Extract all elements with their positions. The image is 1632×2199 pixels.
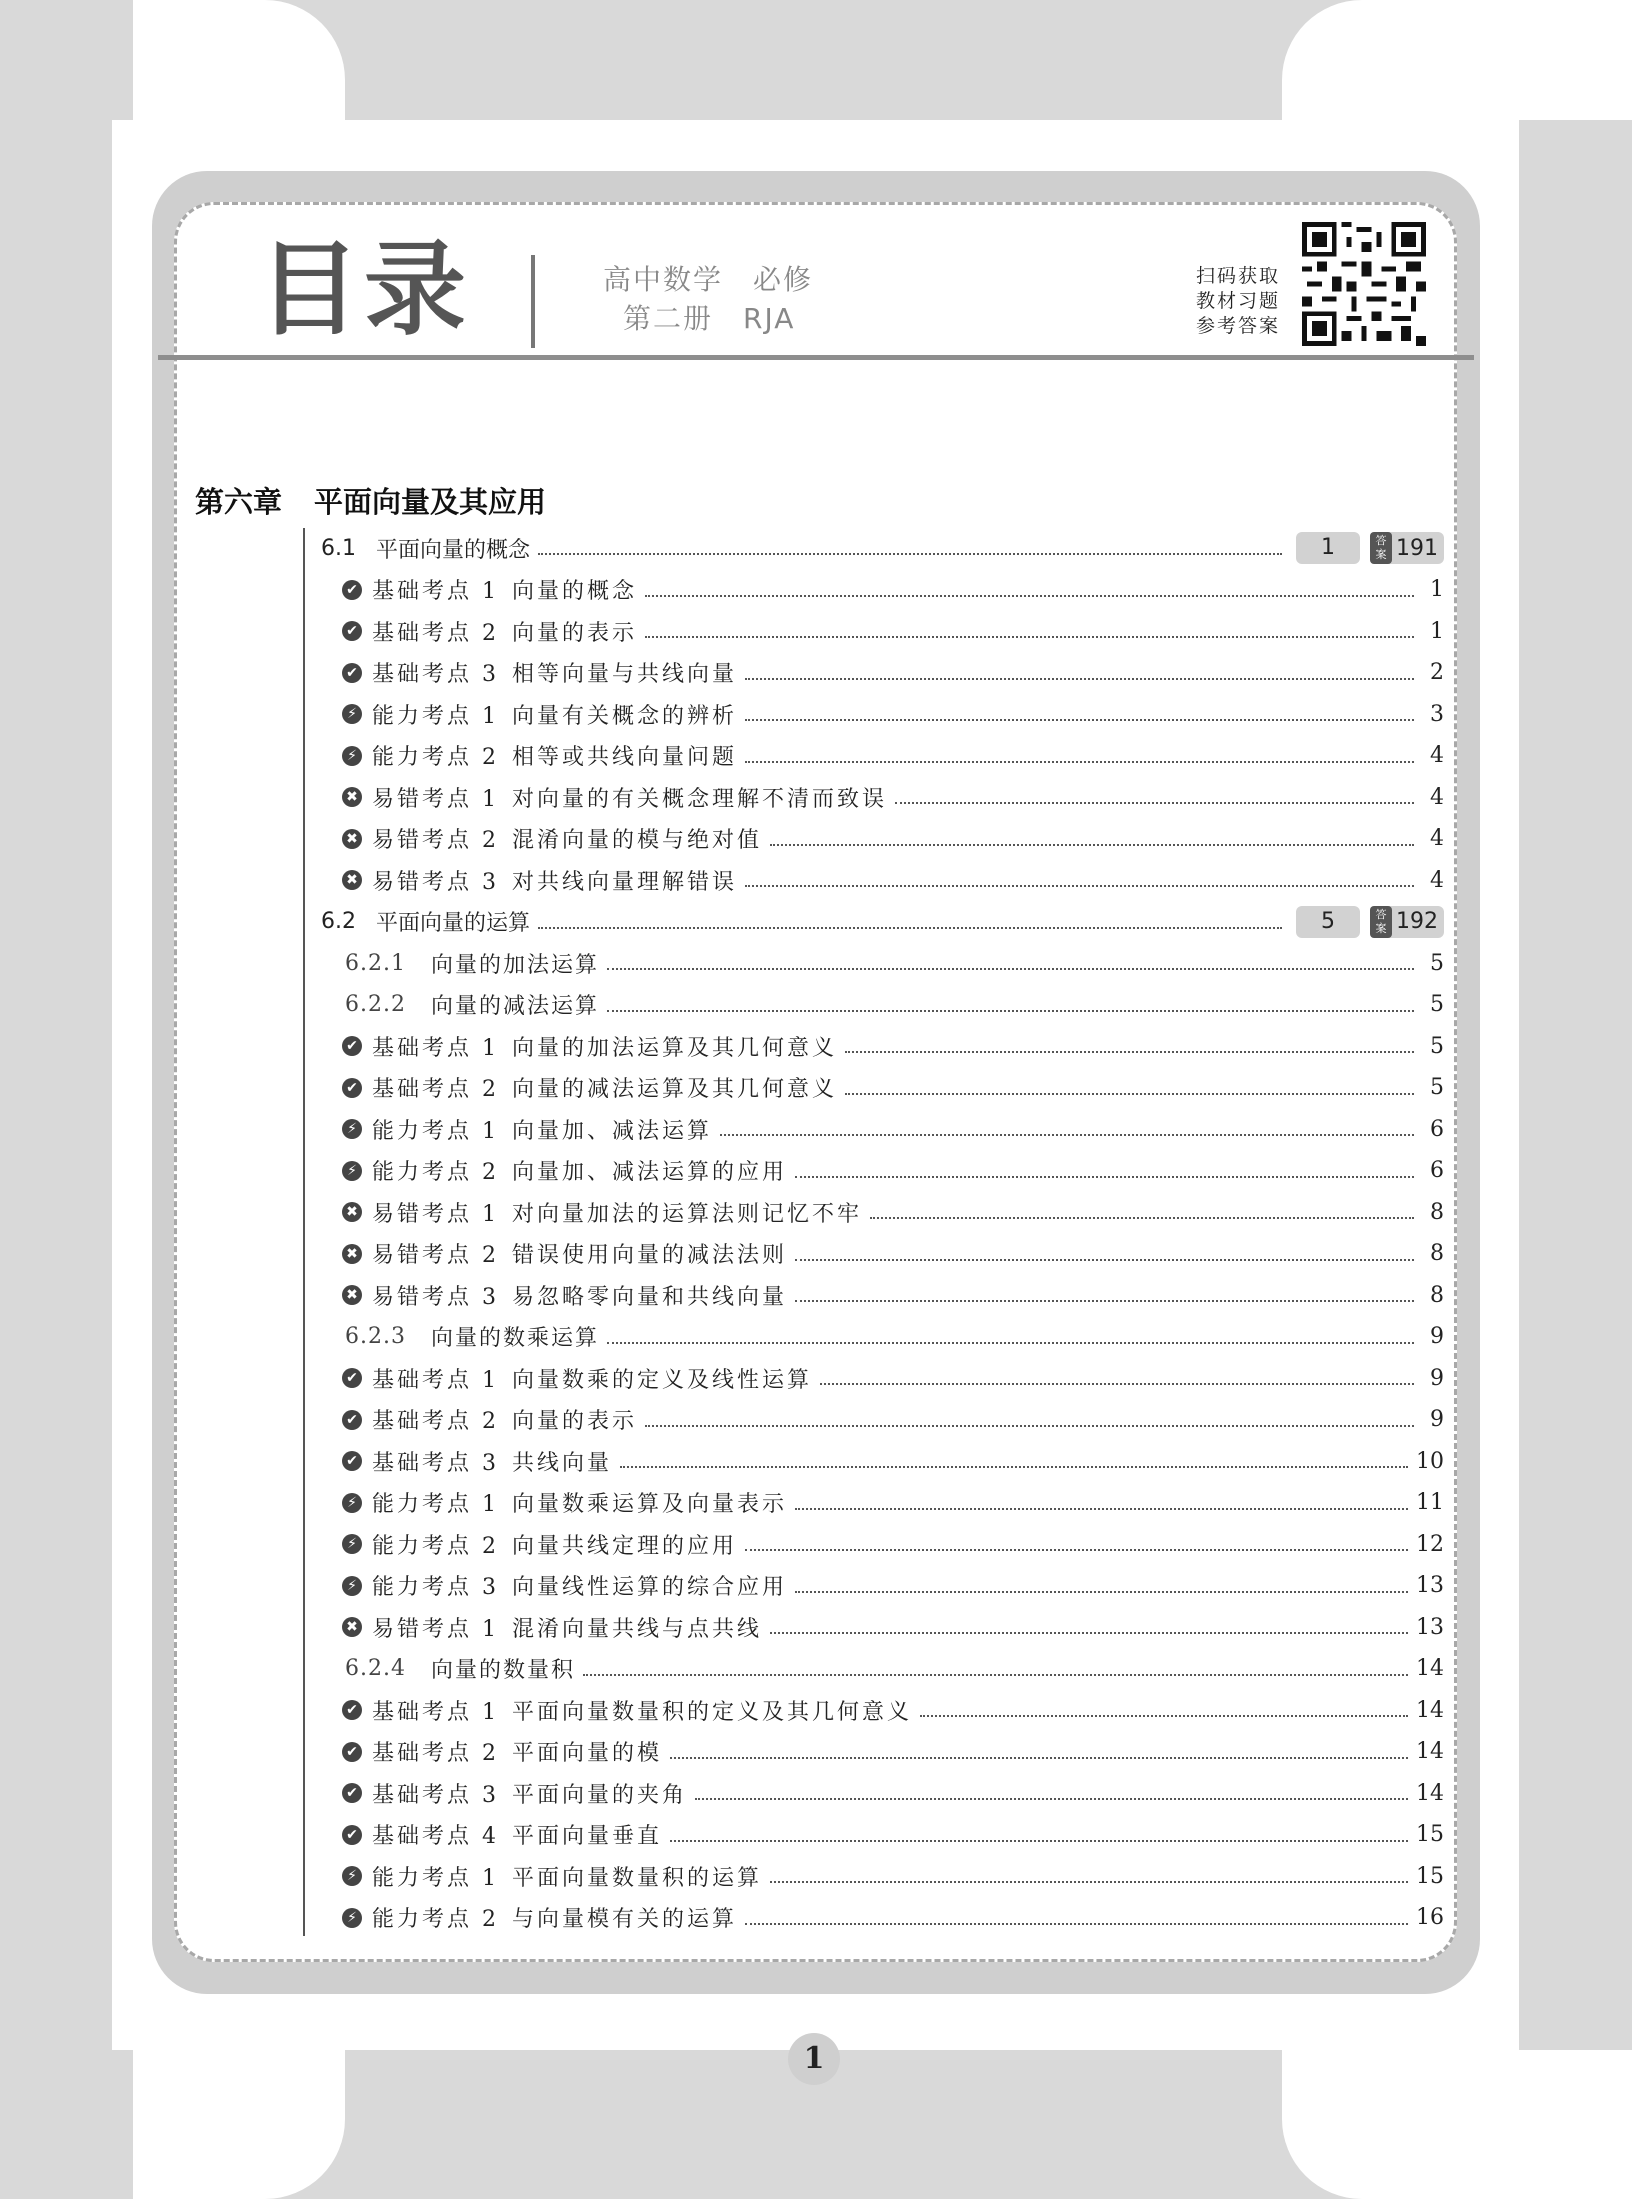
leader-dots xyxy=(745,678,1414,680)
cross-icon: ✖ xyxy=(342,829,362,849)
toc-item[interactable] xyxy=(342,1028,1444,1064)
check-icon: ✔ xyxy=(342,621,362,641)
page-ref: 14 xyxy=(1416,1780,1444,1806)
page-ref: 4 xyxy=(1430,743,1444,768)
leader-dots xyxy=(745,761,1414,763)
topic-label: 向量加、减法运算的应用 xyxy=(512,1160,788,1185)
lightning-icon: ⚡ xyxy=(342,1161,362,1181)
topic-kind: 基础考点 1 xyxy=(372,1699,499,1725)
leader-dots xyxy=(845,1051,1414,1053)
leader-dots xyxy=(745,885,1414,887)
section-page-badge: 5 xyxy=(1296,906,1360,938)
lightning-icon: ⚡ xyxy=(342,1534,362,1554)
topic-label: 平面向量垂直 xyxy=(512,1824,663,1849)
page-ref: 11 xyxy=(1416,1490,1444,1515)
leader-dots xyxy=(670,1757,1408,1759)
toc-item[interactable] xyxy=(342,1526,1444,1562)
leader-dots xyxy=(795,1300,1414,1302)
topic-kind: 能力考点 2 xyxy=(372,1533,499,1559)
page-ref: 9 xyxy=(1430,1324,1444,1349)
topic-label: 向量的数乘运算 xyxy=(431,1326,600,1351)
topic-label: 相等或共线向量问题 xyxy=(512,745,738,770)
topic-kind: 基础考点 2 xyxy=(372,620,499,646)
leader-dots xyxy=(607,1342,1414,1344)
check-icon: ✔ xyxy=(342,1036,362,1056)
topic-kind: 基础考点 3 xyxy=(372,1450,499,1476)
chapter-number: 第六章 xyxy=(195,485,283,519)
topic-kind: 易错考点 1 xyxy=(372,1201,499,1227)
toc-item[interactable] xyxy=(342,1858,1444,1894)
topic-label: 向量的数量积 xyxy=(431,1658,576,1683)
lightning-icon: ⚡ xyxy=(342,746,362,766)
toc-item[interactable] xyxy=(342,779,1444,815)
page-title: 目录 xyxy=(258,230,470,350)
page-number: 1 xyxy=(788,2033,840,2085)
toc-item[interactable] xyxy=(342,862,1444,898)
page-ref: 5 xyxy=(1430,1033,1444,1059)
cross-icon: ✖ xyxy=(342,1285,362,1305)
chapter-heading[interactable] xyxy=(195,480,546,521)
check-icon: ✔ xyxy=(342,580,362,600)
topic-label: 向量的概念 xyxy=(512,579,638,604)
section-page-badge: 1 xyxy=(1296,532,1360,564)
page-ref: 15 xyxy=(1416,1863,1444,1889)
topic-kind: 基础考点 3 xyxy=(372,1782,499,1808)
lightning-icon: ⚡ xyxy=(342,1576,362,1596)
topic-kind: 基础考点 3 xyxy=(372,662,499,687)
subsection-number: 6.2.3 xyxy=(345,1324,406,1349)
leader-dots xyxy=(607,1010,1414,1012)
toc-item[interactable] xyxy=(342,1900,1444,1936)
leader-dots xyxy=(820,1383,1414,1385)
topic-label: 混淆向量的模与绝对值 xyxy=(512,828,763,853)
leader-dots xyxy=(583,1674,1408,1676)
leader-dots xyxy=(645,595,1414,597)
header-rule xyxy=(158,355,1474,360)
check-icon: ✔ xyxy=(342,1825,362,1845)
scan-line-2: 教材习题 xyxy=(1196,290,1281,312)
lightning-icon: ⚡ xyxy=(342,1866,362,1886)
toc-item[interactable] xyxy=(342,738,1444,774)
toc-item[interactable] xyxy=(342,1775,1444,1811)
topic-kind: 易错考点 1 xyxy=(372,786,499,812)
leader-dots xyxy=(670,1840,1408,1842)
topic-label: 混淆向量共线与点共线 xyxy=(512,1616,763,1642)
topic-label: 与向量模有关的运算 xyxy=(512,1907,738,1932)
leader-dots xyxy=(770,1632,1408,1634)
topic-label: 向量数乘运算及向量表示 xyxy=(512,1492,788,1517)
toc-item[interactable] xyxy=(342,1277,1444,1313)
page-ref: 14 xyxy=(1416,1739,1444,1764)
toc-subsection[interactable] xyxy=(345,1651,1444,1687)
leader-dots xyxy=(795,1259,1414,1261)
check-icon: ✔ xyxy=(342,1410,362,1430)
page-ref: 8 xyxy=(1430,1199,1444,1225)
check-icon: ✔ xyxy=(342,1078,362,1098)
page-ref: 1 xyxy=(1430,618,1444,644)
toc-subsection[interactable] xyxy=(345,987,1444,1023)
page-corner-top-right xyxy=(1282,0,1632,120)
leader-dots xyxy=(770,1881,1408,1883)
subsection-number: 6.2.4 xyxy=(345,1656,406,1681)
cross-icon: ✖ xyxy=(342,870,362,890)
leader-dots xyxy=(745,1923,1408,1925)
topic-kind: 能力考点 3 xyxy=(372,1575,499,1600)
leader-dots xyxy=(745,719,1414,721)
page-ref: 5 xyxy=(1430,992,1444,1017)
page-ref: 3 xyxy=(1430,701,1444,727)
answer-badge[interactable] xyxy=(1370,532,1444,564)
answer-icon: 答 案 xyxy=(1370,532,1392,564)
toc-item[interactable] xyxy=(342,821,1444,857)
toc-item[interactable] xyxy=(342,1360,1444,1396)
toc-subsection[interactable] xyxy=(345,945,1444,981)
toc-item[interactable] xyxy=(342,1443,1444,1479)
topic-kind: 基础考点 4 xyxy=(372,1824,499,1849)
qr-code-icon[interactable] xyxy=(1302,222,1426,346)
leader-dots xyxy=(795,1508,1408,1510)
topic-label: 易忽略零向量和共线向量 xyxy=(512,1284,788,1310)
volume-label: 第二册 RJA xyxy=(623,302,796,335)
topic-label: 向量线性运算的综合应用 xyxy=(512,1575,788,1600)
topic-kind: 易错考点 2 xyxy=(372,1243,499,1268)
title-divider xyxy=(531,255,535,348)
page-ref: 13 xyxy=(1416,1614,1444,1640)
page-ref: 13 xyxy=(1416,1573,1444,1598)
answer-icon: 答 案 xyxy=(1370,906,1392,938)
scan-line-1: 扫码获取 xyxy=(1196,265,1281,287)
topic-kind: 能力考点 1 xyxy=(372,1865,499,1891)
toc-item[interactable] xyxy=(342,1734,1444,1770)
topic-kind: 易错考点 1 xyxy=(372,1616,499,1642)
page-ref: 8 xyxy=(1430,1282,1444,1308)
leader-dots xyxy=(795,1591,1408,1593)
toc-item[interactable] xyxy=(342,655,1444,691)
topic-kind: 能力考点 1 xyxy=(372,1492,499,1517)
section-number: 6.2 xyxy=(321,909,356,934)
check-icon: ✔ xyxy=(342,1783,362,1803)
toc-item[interactable] xyxy=(342,1111,1444,1147)
topic-label: 对向量加法的运算法则记忆不牢 xyxy=(512,1201,863,1227)
topic-label: 向量的减法运算及其几何意义 xyxy=(512,1077,838,1102)
leader-dots xyxy=(645,1425,1414,1427)
cross-icon: ✖ xyxy=(342,1202,362,1222)
chapter-title: 平面向量及其应用 xyxy=(314,485,547,519)
topic-kind: 能力考点 2 xyxy=(372,1160,499,1185)
page-ref: 16 xyxy=(1416,1905,1444,1930)
leader-dots xyxy=(895,802,1414,804)
toc-item[interactable] xyxy=(342,572,1444,608)
cross-icon: ✖ xyxy=(342,1617,362,1637)
topic-kind: 基础考点 1 xyxy=(372,579,499,604)
topic-kind: 能力考点 1 xyxy=(372,1118,499,1144)
lightning-icon: ⚡ xyxy=(342,704,362,724)
leader-dots xyxy=(795,1176,1414,1178)
scan-instructions xyxy=(1196,264,1280,339)
answer-page: 191 xyxy=(1396,535,1438,561)
page-ref: 15 xyxy=(1416,1822,1444,1847)
leader-dots xyxy=(695,1798,1408,1800)
topic-kind: 基础考点 2 xyxy=(372,1409,499,1434)
lightning-icon: ⚡ xyxy=(342,1908,362,1928)
topic-label: 向量有关概念的辨析 xyxy=(512,703,738,729)
toc-section-0[interactable] xyxy=(321,530,1444,566)
toc-item[interactable] xyxy=(342,696,1444,732)
topic-kind: 基础考点 1 xyxy=(372,1367,499,1393)
page-ref: 9 xyxy=(1430,1365,1444,1391)
scan-line-3: 参考答案 xyxy=(1196,315,1281,337)
toc-item[interactable] xyxy=(342,1609,1444,1645)
topic-kind: 能力考点 1 xyxy=(372,703,499,729)
lightning-icon: ⚡ xyxy=(342,1493,362,1513)
leader-dots xyxy=(770,844,1414,846)
page-ref: 10 xyxy=(1416,1448,1444,1474)
topic-label: 向量共线定理的应用 xyxy=(512,1533,738,1559)
page-corner-bottom-right xyxy=(1282,2050,1632,2199)
toc-subsection[interactable] xyxy=(345,1319,1444,1355)
topic-label: 向量的加法运算 xyxy=(431,952,600,978)
page-ref: 12 xyxy=(1416,1531,1444,1557)
toc-item[interactable] xyxy=(342,1402,1444,1438)
toc-indent-line xyxy=(303,528,305,1936)
page-ref: 4 xyxy=(1430,784,1444,810)
topic-kind: 基础考点 1 xyxy=(372,1035,499,1061)
check-icon: ✔ xyxy=(342,1451,362,1471)
leader-dots xyxy=(920,1715,1408,1717)
topic-kind: 基础考点 2 xyxy=(372,1077,499,1102)
leader-dots xyxy=(607,968,1414,970)
page-ref: 8 xyxy=(1430,1241,1444,1266)
toc-section-1[interactable] xyxy=(321,904,1444,940)
topic-label: 对向量的有关概念理解不清而致误 xyxy=(512,786,888,812)
toc-item[interactable] xyxy=(342,613,1444,649)
topic-label: 向量数乘的定义及线性运算 xyxy=(512,1367,813,1393)
section-title: 平面向量的概念 xyxy=(376,537,531,563)
subsection-number: 6.2.2 xyxy=(345,992,406,1017)
topic-label: 向量的表示 xyxy=(512,620,638,646)
cross-icon: ✖ xyxy=(342,787,362,807)
topic-label: 平面向量数量积的定义及其几何意义 xyxy=(512,1699,913,1725)
page-ref: 14 xyxy=(1416,1656,1444,1681)
topic-kind: 能力考点 2 xyxy=(372,745,499,770)
check-icon: ✔ xyxy=(342,663,362,683)
topic-label: 向量的表示 xyxy=(512,1409,638,1434)
page-ref: 4 xyxy=(1430,826,1444,851)
answer-page: 192 xyxy=(1396,909,1438,934)
topic-label: 对共线向量理解错误 xyxy=(512,869,738,895)
page-corner-top-left xyxy=(133,0,345,120)
answer-badge[interactable] xyxy=(1370,906,1444,938)
topic-kind: 易错考点 3 xyxy=(372,1284,499,1310)
subject-label: 高中数学 必修 xyxy=(603,263,814,296)
topic-label: 向量加、减法运算 xyxy=(512,1118,713,1144)
toc-item[interactable] xyxy=(342,1485,1444,1521)
topic-kind: 能力考点 2 xyxy=(372,1907,499,1932)
page-ref: 4 xyxy=(1430,867,1444,893)
page-corner-bottom-left xyxy=(133,2050,345,2199)
page-ref: 14 xyxy=(1416,1697,1444,1723)
page-ref: 5 xyxy=(1430,1075,1444,1100)
section-number: 6.1 xyxy=(321,535,356,561)
page-ref: 1 xyxy=(1430,577,1444,602)
toc-item[interactable] xyxy=(342,1070,1444,1106)
cross-icon: ✖ xyxy=(342,1244,362,1264)
topic-label: 共线向量 xyxy=(512,1450,613,1476)
check-icon: ✔ xyxy=(342,1368,362,1388)
page-ref: 6 xyxy=(1430,1116,1444,1142)
check-icon: ✔ xyxy=(342,1742,362,1762)
topic-kind: 易错考点 3 xyxy=(372,869,499,895)
leader-dots xyxy=(720,1134,1414,1136)
check-icon: ✔ xyxy=(342,1700,362,1720)
subsection-number: 6.2.1 xyxy=(345,950,406,976)
toc-item[interactable] xyxy=(342,1692,1444,1728)
toc-item[interactable] xyxy=(342,1236,1444,1272)
topic-kind: 易错考点 2 xyxy=(372,828,499,853)
section-title: 平面向量的运算 xyxy=(376,911,531,936)
toc-item[interactable] xyxy=(342,1194,1444,1230)
topic-label: 平面向量的模 xyxy=(512,1741,663,1766)
page-ref: 2 xyxy=(1430,660,1444,685)
leader-dots xyxy=(538,553,1282,555)
topic-label: 错误使用向量的减法法则 xyxy=(512,1243,788,1268)
leader-dots xyxy=(620,1466,1408,1468)
leader-dots xyxy=(870,1217,1414,1219)
page-ref: 6 xyxy=(1430,1158,1444,1183)
leader-dots xyxy=(845,1093,1414,1095)
topic-label: 平面向量数量积的运算 xyxy=(512,1865,763,1891)
topic-kind: 基础考点 2 xyxy=(372,1741,499,1766)
topic-label: 向量的减法运算 xyxy=(431,994,600,1019)
leader-dots xyxy=(745,1549,1408,1551)
lightning-icon: ⚡ xyxy=(342,1119,362,1139)
page-ref: 5 xyxy=(1430,950,1444,976)
leader-dots xyxy=(538,927,1282,929)
toc-item[interactable] xyxy=(342,1817,1444,1853)
topic-label: 平面向量的夹角 xyxy=(512,1782,688,1808)
topic-label: 相等向量与共线向量 xyxy=(512,662,738,687)
page-ref: 9 xyxy=(1430,1407,1444,1432)
toc-item[interactable] xyxy=(342,1153,1444,1189)
leader-dots xyxy=(645,636,1414,638)
topic-label: 向量的加法运算及其几何意义 xyxy=(512,1035,838,1061)
toc-item[interactable] xyxy=(342,1568,1444,1604)
